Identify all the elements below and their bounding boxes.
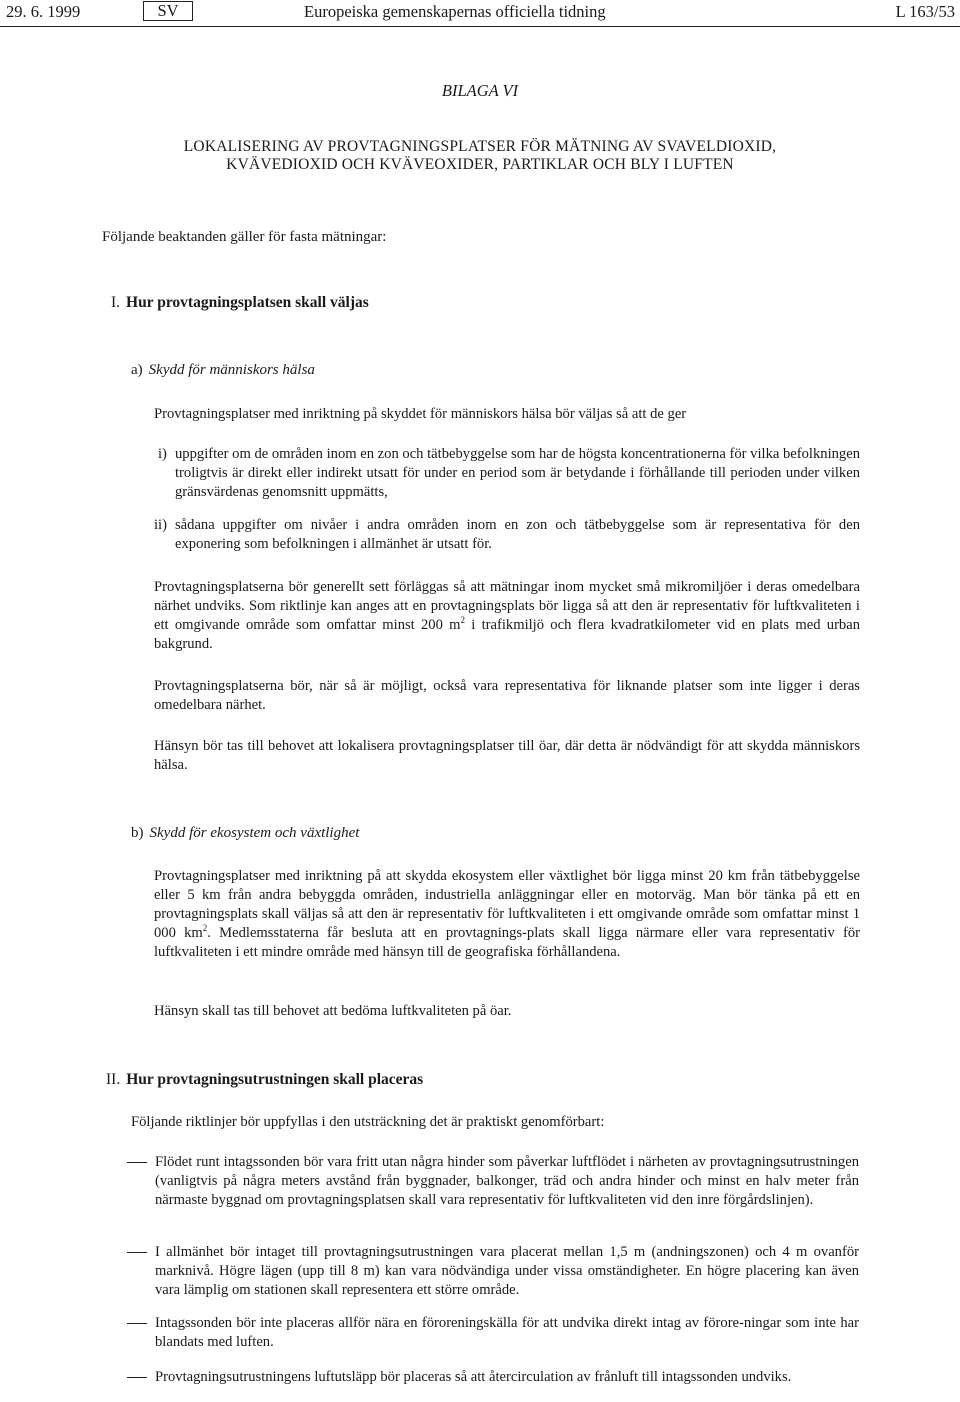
item-ii-number: ii) (154, 517, 167, 533)
section-1-title: Hur provtagningsplatsen skall väljas (126, 294, 369, 311)
intro-sentence: Följande beaktanden gäller för fasta mätningar: (102, 229, 387, 245)
annex-label: BILAGA VI (441, 81, 519, 100)
subsection-b-title: Skydd för ekosystem och växtlighet (149, 825, 360, 841)
dash-bullet (127, 1377, 147, 1378)
section-2-number: II. (106, 1071, 121, 1088)
subsection-a-title: Skydd för människors hälsa (148, 362, 315, 378)
dash-bullet (127, 1252, 147, 1253)
subsection-a-label: a) (131, 362, 143, 378)
section-2-intro: Följande riktlinjer bör uppfyllas i den utsträckning det är praktiskt genomförbart: (131, 1114, 605, 1130)
document-title-line-1: LOKALISERING AV PROVTAGNINGSPLATSER FÖR MÄTNING AV SVAVELDIOXID, (183, 138, 777, 155)
journal-title: Europeiska gemenskapernas officiella tidning (304, 2, 606, 21)
guideline-text: Flödet runt intagssonden bör vara fritt utan några hinder som påverkar luftflödet i närheten av provtagningsutrustningen (vanligtvis på några meters avstånd från byggnader, balkonger, träd och andra hinder och minst en halv meter från närmaste byggnad om provtagningsplatsen skall vara representativ för luftkvaliteten vid den inre förgårdslinjen). (155, 1154, 859, 1208)
document-title (60, 138, 900, 174)
item-i-number: i) (158, 446, 167, 462)
subsection-a-paragraph-1: Provtagningsplatserna bör generellt sett förläggas så att mätningar inom mycket små mikromiljöer i deras omedelbara närhet undviks. Som riktlinje kan anges att en provtagningsplats bör ligga så att den är representativ för luftkvaliteten i ett omgivande område som omfattar minst 200 $m^2$ i trafikmiljö och flera kvadratkilometer vid en plats med urban bakgrund. (154, 579, 860, 652)
page-reference: L 163/53 (895, 2, 955, 21)
guideline-text: Intagssonden bör inte placeras allför nära en föroreningskälla för att undvika direkt intag av förore-ningar som inte har blandats med luften. (155, 1315, 859, 1350)
section-2-heading (106, 1070, 423, 1089)
subsection-b-paragraph-1: Provtagningsplatser med inriktning på att skydda ekosystem eller växtlighet bör ligga minst 20 km från tätbebyggelse eller 5 km från andra bebyggda områden, industriella anläggningar eller en motorväg. Man bör tänka på ett en provtagningsplats skall väljas så att den är representativ för luftkvaliteten i ett omgivande område som omfattar minst 1 000 $km^2$. Medlemsstaterna får besluta att en provtagnings-plats skall ligga närmare eller vara representativ för luftkvaliteten i ett mindre område med hänsyn till de geografiska förhållandena. (154, 868, 861, 960)
document-title-line-2: KVÄVEDIOXID OCH KVÄVEOXIDER, PARTIKLAR OCH BLY I LUFTEN (226, 156, 734, 173)
subsection-a-heading (131, 361, 315, 380)
subsection-a-lead: Provtagningsplatser med inriktning på skyddet för människors hälsa bör väljas så att de ger (154, 406, 687, 422)
journal-header (0, 0, 960, 27)
publication-date: 29. 6. 1999 (6, 2, 81, 21)
subsection-b-label: b) (131, 825, 144, 841)
superscript-squared: 2 (460, 615, 466, 626)
guideline-text: I allmänhet bör intaget till provtagningsutrustningen vara placerat mellan 1,5 m (andningszonen) och 4 m ovanför marknivå. Högre lägen (upp till 8 m) kan vara nödvändiga under vissa omständigheter. En högre placering kan även vara lämplig om stationen skall representera ett större område. (155, 1244, 859, 1298)
dash-bullet (127, 1162, 147, 1163)
subsection-b-paragraph-2: Hänsyn skall tas till behovet att bedöma luftkvaliteten på öar. (154, 1003, 512, 1019)
subsection-a-paragraph-2: Provtagningsplatserna bör, när så är möjligt, också vara representativa för liknande platser som inte ligger i deras omedelbara närhet. (154, 678, 860, 713)
item-ii-text: sådana uppgifter om nivåer i andra områden inom en zon och tätbebyggelse som är representativa för den exponering som befolkningen i allmänhet är utsatt för. (175, 517, 860, 552)
language-code-box: SV (143, 1, 193, 21)
subsection-a-paragraph-3: Hänsyn bör tas till behovet att lokalisera provtagningsplatser till öar, där detta är nödvändigt för att skydda människors hälsa. (154, 738, 860, 773)
section-1-heading (111, 293, 369, 312)
guideline-text: Provtagningsutrustningens luftutsläpp bör placeras så att återcirculation av frånluft till intagssonden undviks. (155, 1369, 792, 1385)
subsection-b-heading (131, 824, 359, 843)
section-1-number: I. (111, 294, 121, 311)
item-i-text: uppgifter om de områden inom en zon och tätbebyggelse som har de högsta koncentrationerna för vilka befolkningen troligtvis är direkt eller indirekt utsatt för under en period som är betydande i förhållande till perioden under vilken gränsvärdenas genomsnitt uppmätts, (175, 446, 860, 500)
section-2-title: Hur provtagningsutrustningen skall placeras (126, 1071, 424, 1088)
dash-bullet (127, 1323, 147, 1324)
superscript-squared: 2 (202, 923, 208, 934)
